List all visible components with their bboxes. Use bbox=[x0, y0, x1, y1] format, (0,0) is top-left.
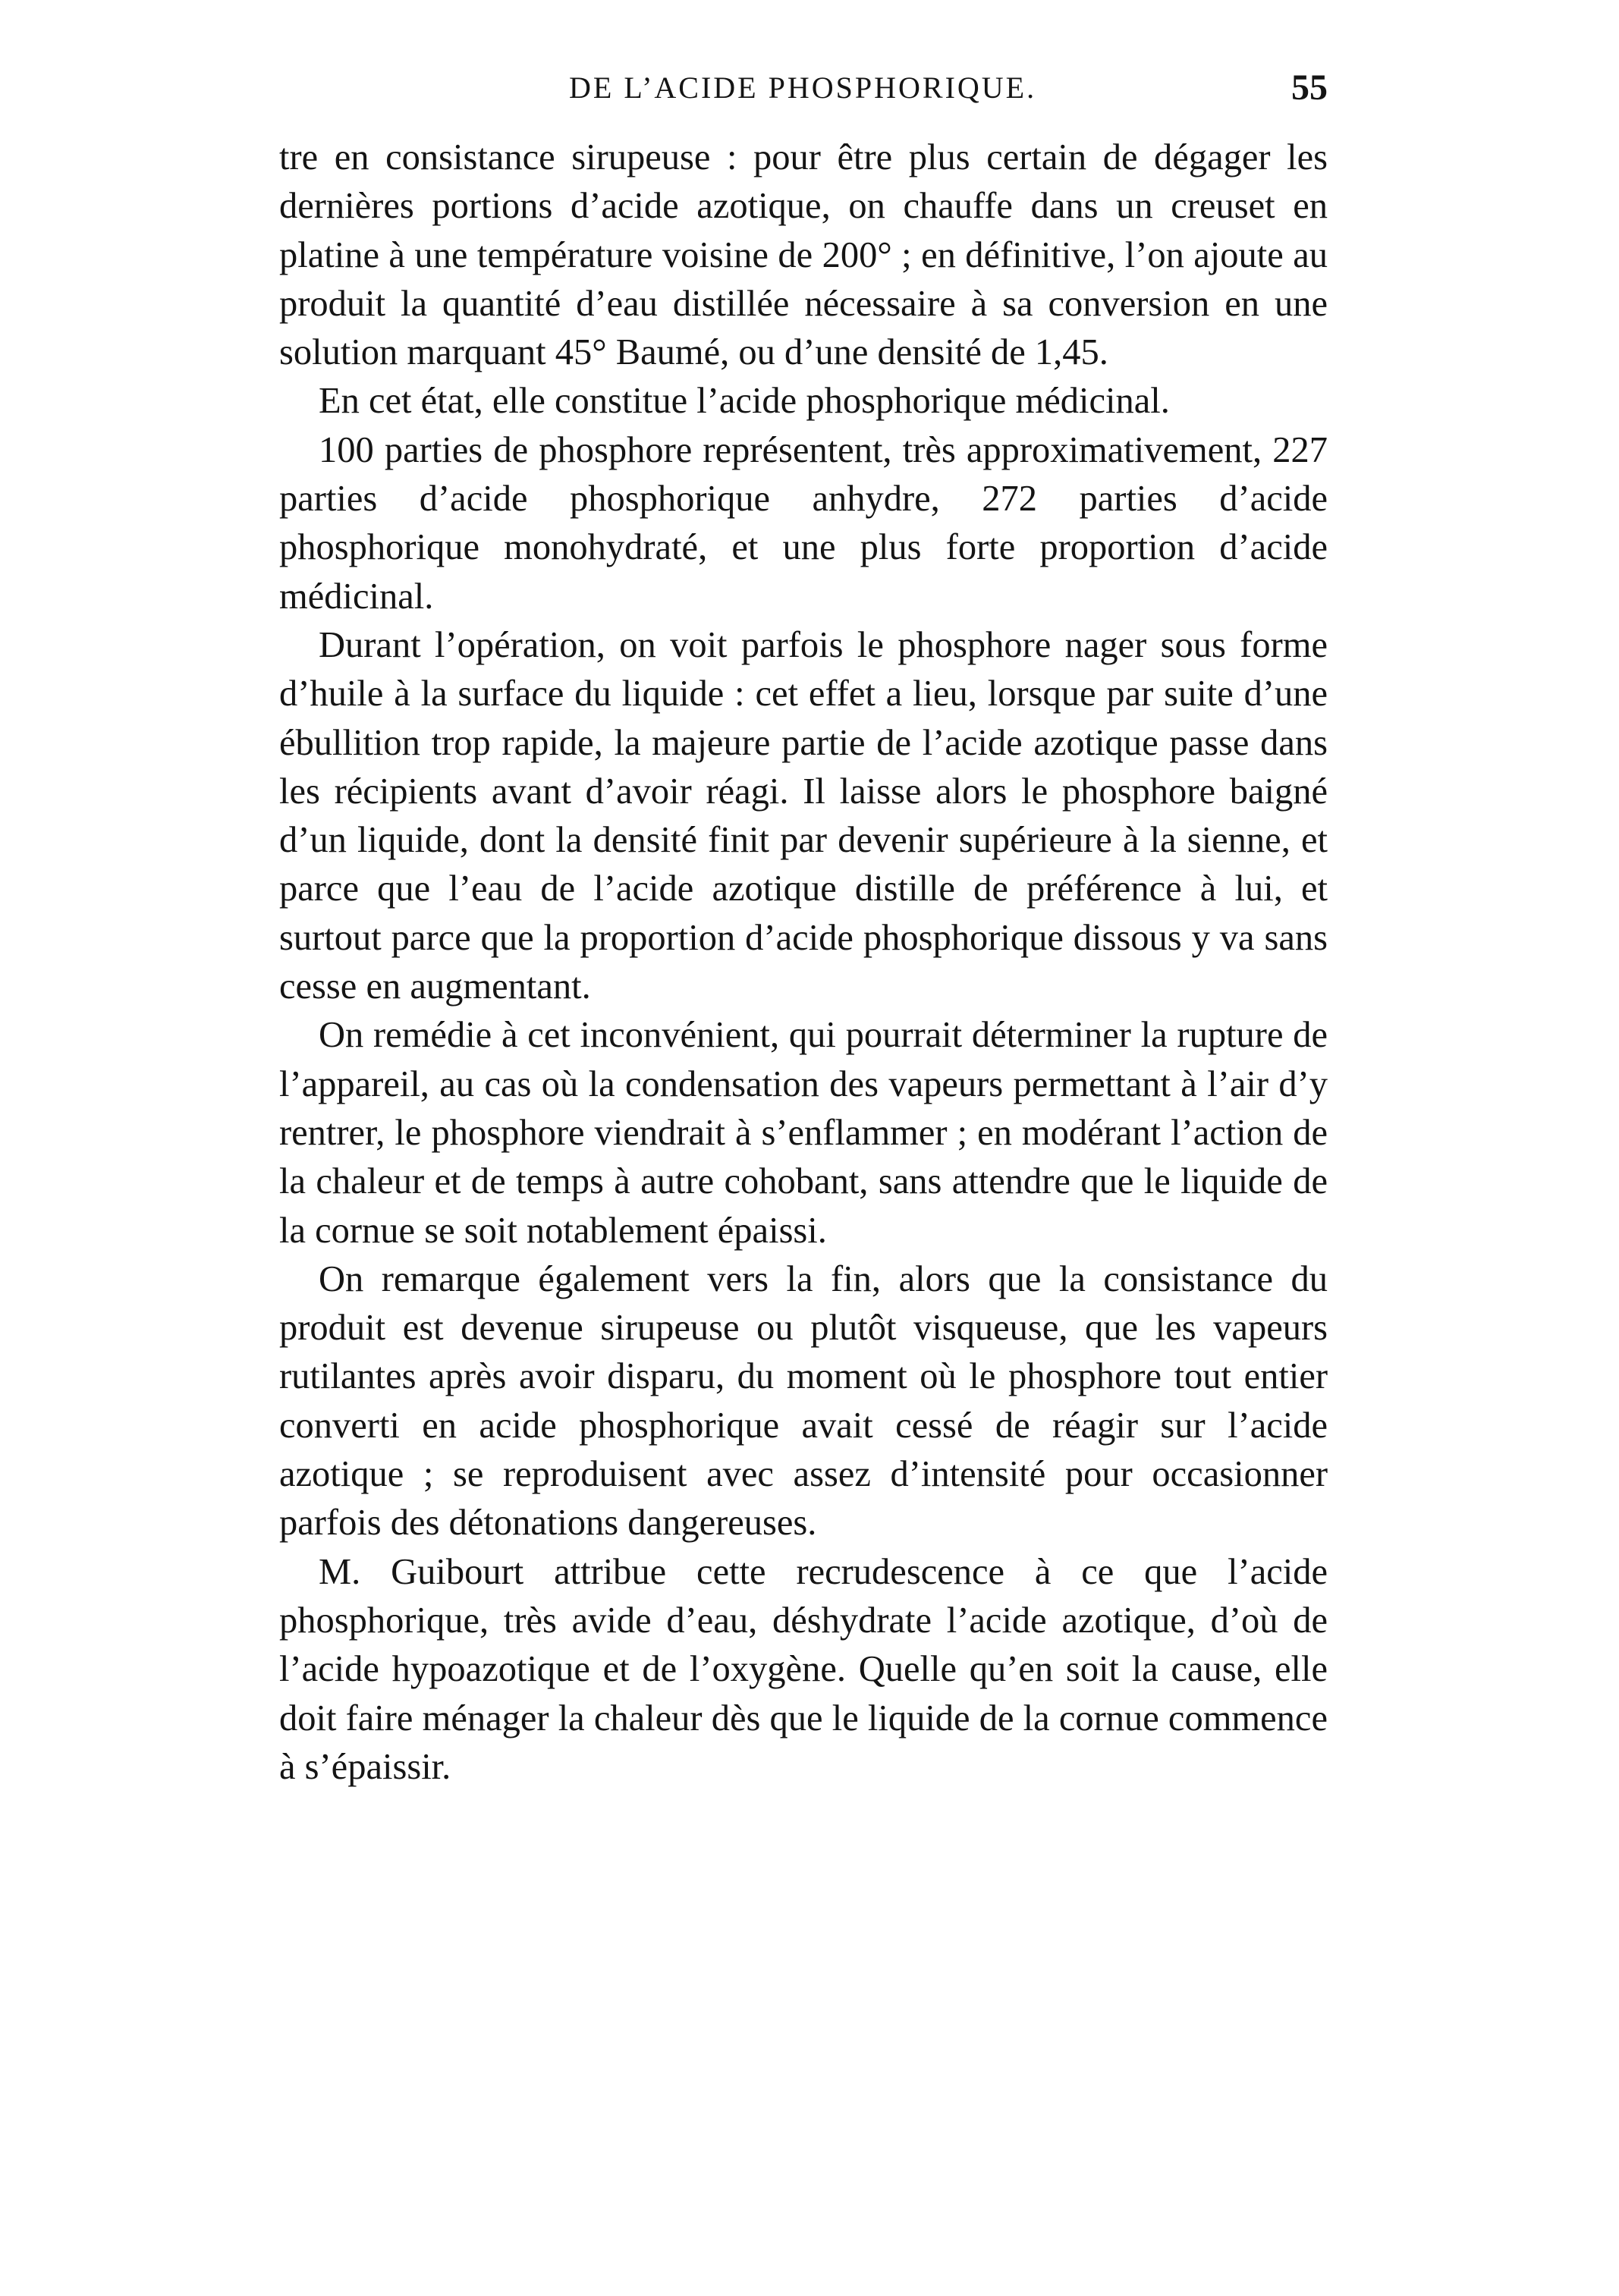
body-text bbox=[279, 133, 1328, 1792]
running-head bbox=[281, 70, 1328, 115]
paragraph-remedy: On remédie à cet inconvénient, qui pourrait déterminer la rupture de l’appareil, au cas où la condensation des vapeurs permettant à l’air d’y rentrer, le phosphore viendrait à s’enflammer ; en modérant l’action de la chaleur et de temps à autre cohobant, sans attendre que le liquide de la cornue se soit notablement épaissi. bbox=[279, 1015, 1328, 1251]
paragraph-observation: On remarque également vers la fin, alors que la consistance du produit est devenue sirupeuse ou plutôt visqueuse, que les vapeurs rutilantes après avoir disparu, du moment où le phosphore tout entier converti en acide phosphorique avait cessé de réagir sur l’acide azotique ; se reproduisent avec assez d’intensité pour occasionner parfois des détonations dangereuses. bbox=[279, 1258, 1328, 1544]
page-number: 55 bbox=[1291, 68, 1328, 108]
paragraph-guibourt: M. Guibourt attribue cette recrudescence à ce que l’acide phosphorique, très avide d’eau, déshydrate l’acide azotique, d’où de l’acide hypoazotique et de l’oxygène. Quelle qu’en soit la cause, elle doit faire ménager la chaleur dès que le liquide de la cornue commence à s’épaissir. bbox=[279, 1551, 1328, 1787]
paragraph-medicinal-acid: En cet état, elle constitue l’acide phosphorique médicinal. bbox=[319, 381, 1170, 422]
running-title: DE L’ACIDE PHOSPHORIQUE. bbox=[569, 71, 1037, 105]
paragraph-continuation: tre en consistance sirupeuse : pour être plus certain de dégager les dernières portions d’acide azotique, on chauffe dans un creuset en platine à une température voisine de 200° ; en définitive, l’on ajoute au produit la quantité d’eau distillée nécessaire à sa conversion en une solution marquant 45° Baumé, ou d’une densité de 1,45. bbox=[279, 137, 1328, 373]
paragraph-proportions: 100 parties de phosphore représentent, très approximativement, 227 parties d’acide phosphorique anhydre, 272 parties d’acide phosphorique monohydraté, et une plus forte proportion d’acide médicinal. bbox=[279, 429, 1328, 617]
paragraph-operation: Durant l’opération, on voit parfois le phosphore nager sous forme d’huile à la surface du liquide : cet effet a lieu, lorsque par suite d’une ébullition trop rapide, la majeure partie de l’acide azotique passe dans les récipients avant d’avoir réagi. Il laisse alors le phosphore baigné d’un liquide, dont la densité finit par devenir supérieure à la sienne, et parce que l’eau de l’acide azotique distille de préférence à lui, et surtout parce que la proportion d’acide phosphorique dissous y va sans cesse en augmentant. bbox=[279, 624, 1328, 1007]
